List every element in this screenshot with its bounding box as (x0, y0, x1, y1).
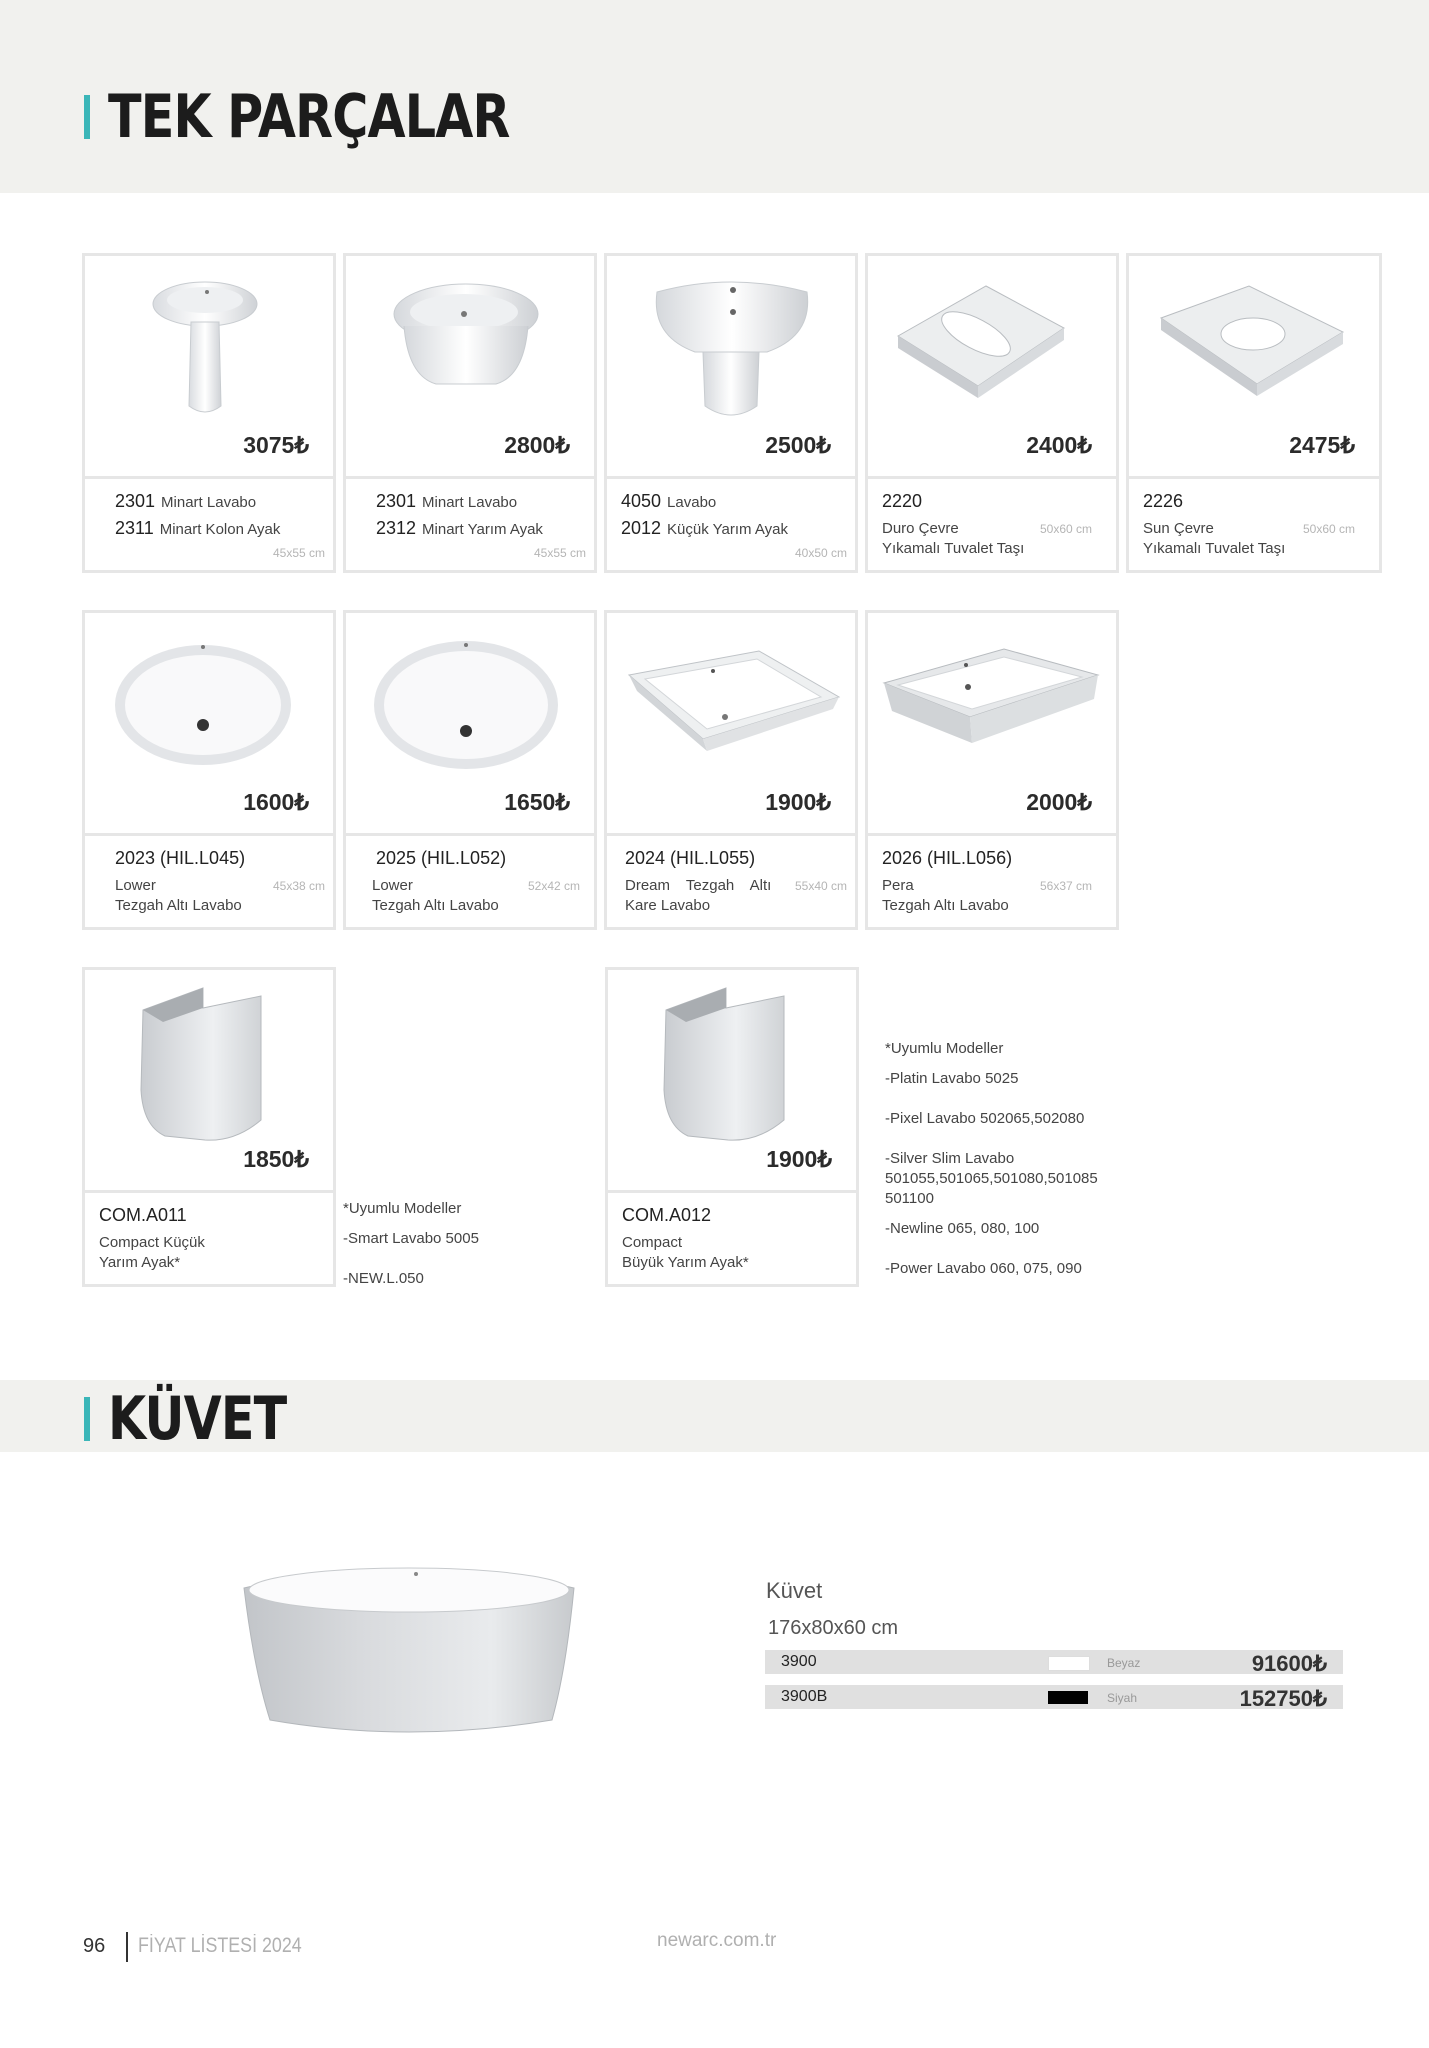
variant-code: 3900 (781, 1653, 817, 1670)
bathtub-image (236, 1560, 581, 1740)
product-dimension: 45x38 cm (272, 879, 325, 893)
product-code: 2312 (376, 518, 417, 538)
product-dimension: 50x60 cm (1039, 522, 1092, 536)
product-desc-2: Tezgah Altı Lavabo (882, 897, 1009, 914)
product-dimension: 50x60 cm (1302, 522, 1355, 536)
product-code: 4050 (621, 491, 662, 511)
bathtub-name: Küvet (766, 1578, 823, 1603)
product-price: 2500₺ (765, 432, 831, 458)
product-card[interactable] (604, 610, 858, 930)
product-card[interactable] (82, 253, 336, 573)
product-dimension: 45x55 cm (272, 546, 325, 560)
section-accent-bar (84, 95, 90, 139)
variant-row[interactable] (765, 1650, 1343, 1674)
card-divider (868, 476, 1116, 479)
compat-item: -Smart Lavabo 5005 (343, 1230, 479, 1247)
product-code: 2220 (882, 491, 923, 511)
product-code: 2012 (621, 518, 662, 538)
product-price: 2400₺ (1026, 432, 1092, 458)
product-price: 2800₺ (504, 432, 570, 458)
product-desc-1: Compact Küçük (99, 1234, 205, 1251)
card-divider (608, 1190, 856, 1193)
product-price: 1650₺ (504, 789, 570, 815)
card-divider (868, 833, 1116, 836)
product-desc-2: Yıkamalı Tuvalet Taşı (882, 540, 1025, 557)
product-code: 2311 (115, 518, 154, 538)
card-divider (1129, 476, 1379, 479)
page-number: 96 (83, 1935, 106, 1957)
bathtub-size: 176x80x60 cm (768, 1617, 899, 1639)
product-desc-1: Sun Çevre (1143, 520, 1214, 537)
compat-item: -Power Lavabo 060, 075, 090 (885, 1260, 1082, 1277)
product-name: Minart Yarım Ayak (422, 521, 543, 538)
product-desc-1: Lower (115, 877, 156, 894)
product-code: COM.A011 (99, 1205, 187, 1225)
product-code: 2025 (HIL.L052) (376, 848, 507, 868)
card-divider (346, 476, 594, 479)
product-card[interactable] (1126, 253, 1382, 573)
product-price: 1900₺ (766, 1146, 832, 1172)
compat-item: 501055,501065,501080,501085 (885, 1170, 1098, 1187)
product-code: 2023 (HIL.L045) (115, 848, 246, 868)
product-card[interactable] (605, 967, 859, 1287)
variant-price: 152750₺ (1239, 1686, 1327, 1711)
compat-heading: *Uyumlu Modeller (343, 1200, 462, 1217)
product-card[interactable] (865, 253, 1119, 573)
compat-item: -Pixel Lavabo 502065,502080 (885, 1110, 1085, 1127)
product-card[interactable] (82, 967, 336, 1287)
color-swatch (1048, 1691, 1088, 1704)
compat-heading: *Uyumlu Modeller (885, 1040, 1004, 1057)
product-name: Minart Lavabo (422, 494, 518, 511)
product-desc-1: Duro Çevre (882, 520, 959, 537)
compat-item: 501100 (885, 1190, 934, 1207)
product-dimension: 40x50 cm (794, 546, 847, 560)
product-desc-2: Yıkamalı Tuvalet Taşı (1143, 540, 1286, 557)
product-code: 2024 (HIL.L055) (625, 848, 756, 868)
product-price: 2475₺ (1289, 432, 1355, 458)
card-divider (85, 476, 333, 479)
variant-color: Beyaz (1107, 1656, 1141, 1670)
section-title-parts: TEK PARÇALAR (108, 82, 510, 152)
compat-item: -Newline 065, 080, 100 (885, 1220, 1040, 1237)
card-divider (607, 833, 855, 836)
footer-label: FİYAT LİSTESİ 2024 (138, 1934, 302, 1957)
product-desc-1: Pera (882, 877, 914, 894)
product-dimension: 52x42 cm (527, 879, 580, 893)
product-price: 2000₺ (1026, 789, 1092, 815)
product-desc-2: Kare Lavabo (625, 897, 711, 914)
product-code: 2226 (1143, 491, 1184, 511)
product-code-line (376, 491, 517, 512)
compatible-models-list (343, 1199, 479, 1289)
product-price: 1900₺ (765, 789, 831, 815)
product-desc-2: Tezgah Altı Lavabo (115, 897, 242, 914)
variant-row[interactable] (765, 1685, 1343, 1709)
card-divider (607, 476, 855, 479)
product-price: 1600₺ (243, 789, 309, 815)
product-desc-2: Yarım Ayak* (99, 1254, 181, 1271)
card-divider (346, 833, 594, 836)
product-name: Küçük Yarım Ayak (667, 521, 788, 538)
product-dimension: 45x55 cm (533, 546, 586, 560)
variant-color: Siyah (1107, 1691, 1138, 1705)
product-price: 1850₺ (243, 1146, 309, 1172)
product-code: 2026 (HIL.L056) (882, 848, 1013, 868)
product-code-line (115, 491, 256, 512)
product-code: 2301 (376, 491, 417, 511)
card-divider (85, 1190, 333, 1193)
product-desc-1: Lower (372, 877, 413, 894)
product-name: Minart Kolon Ayak (159, 521, 281, 538)
product-dimension: 55x40 cm (794, 879, 847, 893)
product-price: 3075₺ (243, 432, 309, 458)
card-divider (85, 833, 333, 836)
color-swatch (1048, 1656, 1090, 1671)
compat-item: -NEW.L.050 (343, 1270, 424, 1287)
product-code: COM.A012 (622, 1205, 712, 1225)
variant-price: 91600₺ (1251, 1651, 1327, 1676)
product-code: 2301 (115, 491, 156, 511)
variant-code: 3900B (781, 1688, 828, 1705)
product-card[interactable] (82, 610, 336, 930)
product-code-line (621, 491, 716, 512)
compat-item: -Silver Slim Lavabo (885, 1150, 1015, 1167)
product-desc-1: Compact (622, 1234, 683, 1251)
section-accent-bar (84, 1397, 90, 1441)
footer-url[interactable]: newarc.com.tr (657, 1930, 777, 1951)
product-card[interactable] (604, 253, 858, 573)
product-desc-2: Tezgah Altı Lavabo (372, 897, 499, 914)
product-dimension: 56x37 cm (1039, 879, 1092, 893)
product-card[interactable] (343, 253, 597, 573)
compatible-models-list (885, 1039, 1098, 1279)
product-card[interactable] (865, 610, 1119, 930)
product-code-line (115, 518, 280, 539)
compat-item: -Platin Lavabo 5025 (885, 1070, 1019, 1087)
product-code-line (376, 518, 543, 539)
product-name: Minart Lavabo (161, 494, 257, 511)
product-code-line (621, 518, 788, 539)
product-desc-2: Büyük Yarım Ayak* (622, 1254, 749, 1271)
footer-divider (126, 1932, 128, 1962)
product-card[interactable] (343, 610, 597, 930)
section-title-bathtub: KÜVET (108, 1384, 287, 1454)
product-name: Lavabo (667, 494, 717, 511)
product-desc-1: Dream Tezgah Altı (625, 877, 772, 894)
